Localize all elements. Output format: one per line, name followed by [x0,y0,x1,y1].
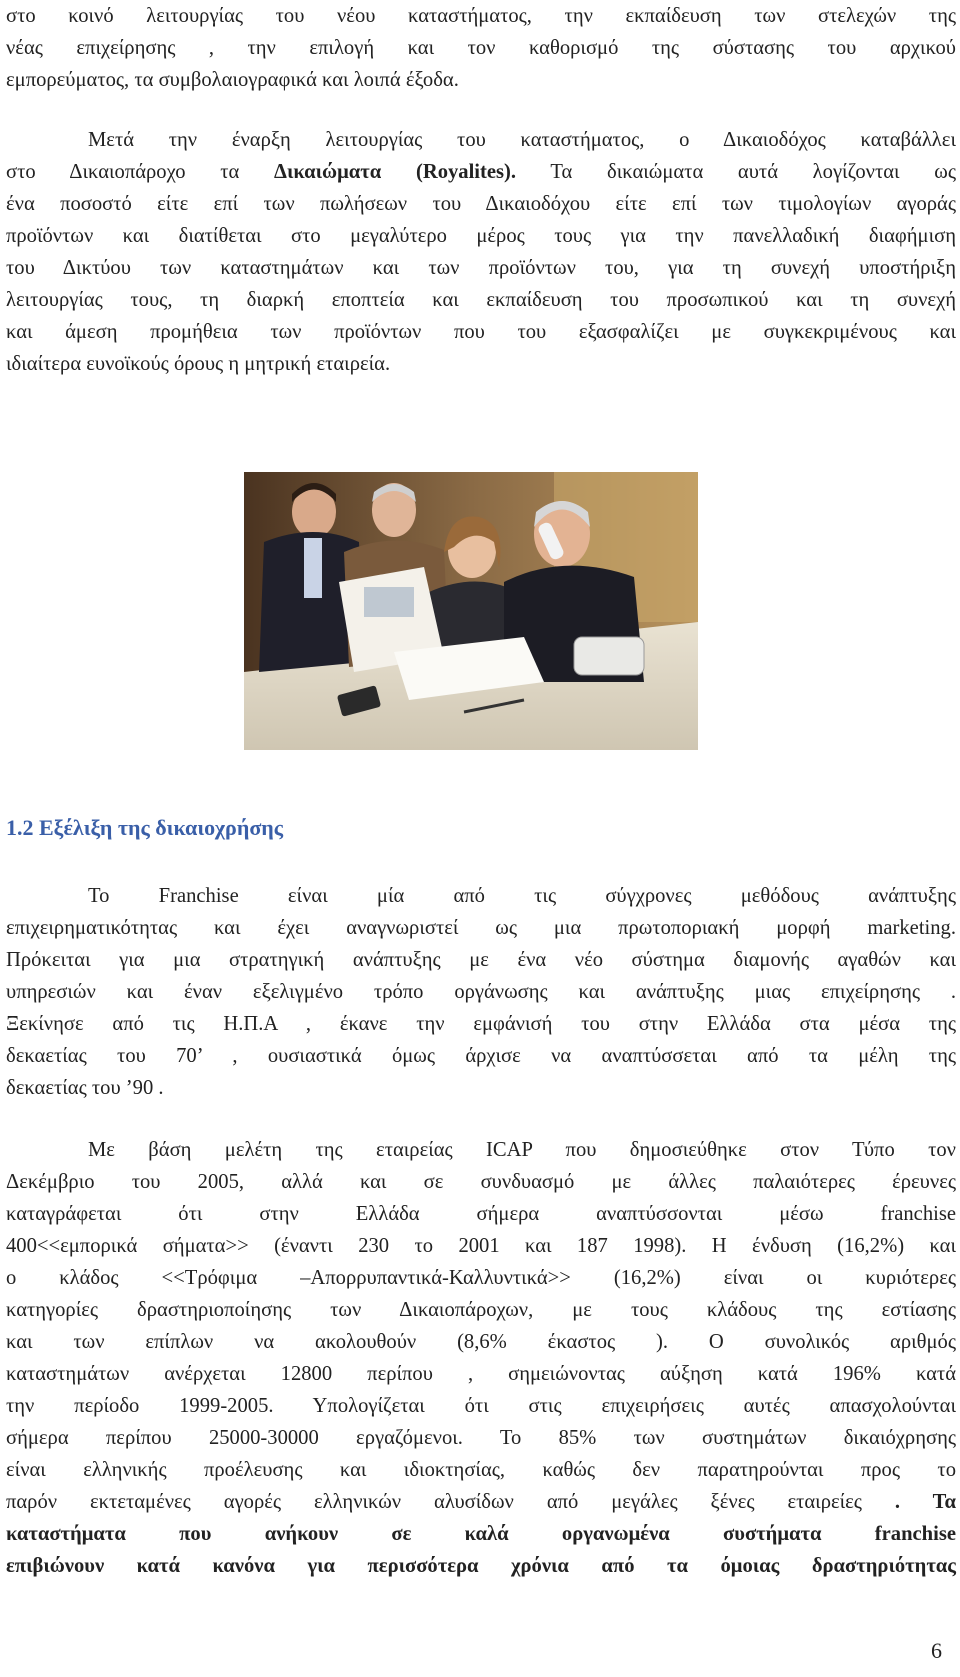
text-line: επιχειρηματικότητας και έχει αναγνωριστεί ως μια πρωτοποριακή μορφή marketing. [6,917,956,939]
text-line: την περίοδο 1999-2005. Υπολογίζεται ότι στις επιχειρήσεις αυτές απασχολούνται [6,1395,956,1417]
text-line-mixed [6,1486,956,1518]
text-line: δεκαετίας του 70’ , ουσιαστικά όμως άρχισε να αναπτύσσεται από τα μέλη της [6,1045,956,1067]
text-line: καταγράφεται ότι στην Ελλάδα σήμερα αναπτύσσονται μέσω franchise [6,1203,956,1225]
text-line: Το Franchise είναι μία από τις σύγχρονες μεθόδους ανάπτυξης [88,885,956,907]
bold-text-line [6,1518,956,1550]
page-number: 6 [931,1638,942,1663]
paragraph-intro-continued [6,0,956,96]
text-line: είναι ελληνικής προέλευσης και ιδιοκτησίας, καθώς δεν παρατηρούνται προς το [6,1459,956,1481]
bold-fragment: . Τα [861,1491,956,1513]
text-fragment: στο Δικαιοπάροχο τα [6,161,275,183]
text-fragment: παρόν εκτεταμένες αγορές ελληνικών αλυσίδων από μεγάλες ξένες εταιρείες [6,1491,862,1513]
meeting-illustration [244,472,698,750]
text-line: υπηρεσιών και έναν εξελιγμένο τρόπο οργάνωσης και ανάπτυξης μιας επιχείρησης . [6,981,956,1003]
text-line: λειτουργίας τους, τη διαρκή εποπτεία και εκπαίδευση του προσωπικού και τη συνεχή [6,289,956,311]
text-line: του Δικτύου των καταστημάτων και των προϊόντων του, για τη συνεχή υποστήριξη [6,257,956,279]
text-line: κατηγορίες δραστηριοποίησης των Δικαιοπάροχων, με τους κλάδους της εστίασης [6,1299,956,1321]
text-line: και άμεση προμήθεια των προϊόντων που του εξασφαλίζει με συγκεκριμένους και [6,321,956,343]
text-line: ο κλάδος <<Τρόφιμα –Απορρυπαντικά-Καλλυντικά>> (16,2%) είναι οι κυριότερες [6,1267,956,1289]
text-line: 400<<εμπορικά σήματα>> (έναντι 230 το 2001 και 187 1998). Η ένδυση (16,2%) και [6,1235,956,1257]
text-line: εμπορεύματος, τα συμβολαιογραφικά και λοιπά έξοδα. [6,69,459,91]
text-line: δεκαετίας του ’90 . [6,1077,164,1099]
text-line: Πρόκειται για μια στρατηγική ανάπτυξης με ένα νέο σύστημα διαμονής αγαθών και [6,949,956,971]
paragraph-franchise-intro [6,880,956,1104]
business-meeting-photo [244,472,698,750]
bold-fragment: καταστήματα που ανήκουν σε καλά οργανωμένα συστήματα franchise [6,1523,956,1545]
paragraph-royalties [6,124,956,380]
text-fragment: Τα δικαιώματα αυτά λογίζονται ως [516,161,956,183]
text-line: Με βάση μελέτη της εταιρείας ICAP που δημοσιεύθηκε στον Τύπο τον [88,1139,956,1161]
royalties-term: Δικαιώματα (Royalites). [274,161,517,183]
paragraph-icap-study [6,1134,956,1582]
text-line-royalties [6,156,956,188]
text-line: σήμερα περίπου 25000-30000 εργαζόμενοι. Το 85% των συστημάτων δικαιόχρησης [6,1427,956,1449]
text-line: Ξεκίνησε από τις Η.Π.Α , έκανε την εμφάνισή του στην Ελλάδα στα μέσα της [6,1013,956,1035]
text-line: νέας επιχείρησης , την επιλογή και τον καθορισμό της σύστασης του αρχικού [6,37,956,59]
text-line: καταστημάτων ανέρχεται 12800 περίπου , σημειώνοντας αύξηση κατά 196% κατά [6,1363,956,1385]
section-heading: 1.2 Εξέλιξη της δικαιοχρήσης [6,815,284,840]
text-line: Δεκέμβριο του 2005, αλλά και σε συνδυασμό με άλλες παλαιότερες έρευνες [6,1171,956,1193]
text-line: ένα ποσοστό είτε επί των πωλήσεων του Δικαιοδόχου είτε επί των τιμολογίων αγοράς [6,193,956,215]
bold-text-line [6,1550,956,1582]
text-line: στο κοινό λειτουργίας του νέου καταστήματος, την εκπαίδευση των στελεχών της [6,5,956,27]
bold-fragment: επιβιώνουν κατά κανόνα για περισσότερα χρόνια από τα όμοιας δραστηριότητας [6,1555,956,1577]
text-line: Μετά την έναρξη λειτουργίας του καταστήματος, ο Δικαιοδόχος καταβάλλει [88,129,956,151]
text-line: και των επίπλων να ακολουθούν (8,6% έκαστος ). Ο συνολικός αριθμός [6,1331,956,1353]
text-line: προϊόντων και διατίθεται στο μεγαλύτερο μέρος τους για την πανελλαδική διαφήμιση [6,225,956,247]
text-line: ιδιαίτερα ευνοϊκούς όρους η μητρική εταιρεία. [6,353,391,375]
